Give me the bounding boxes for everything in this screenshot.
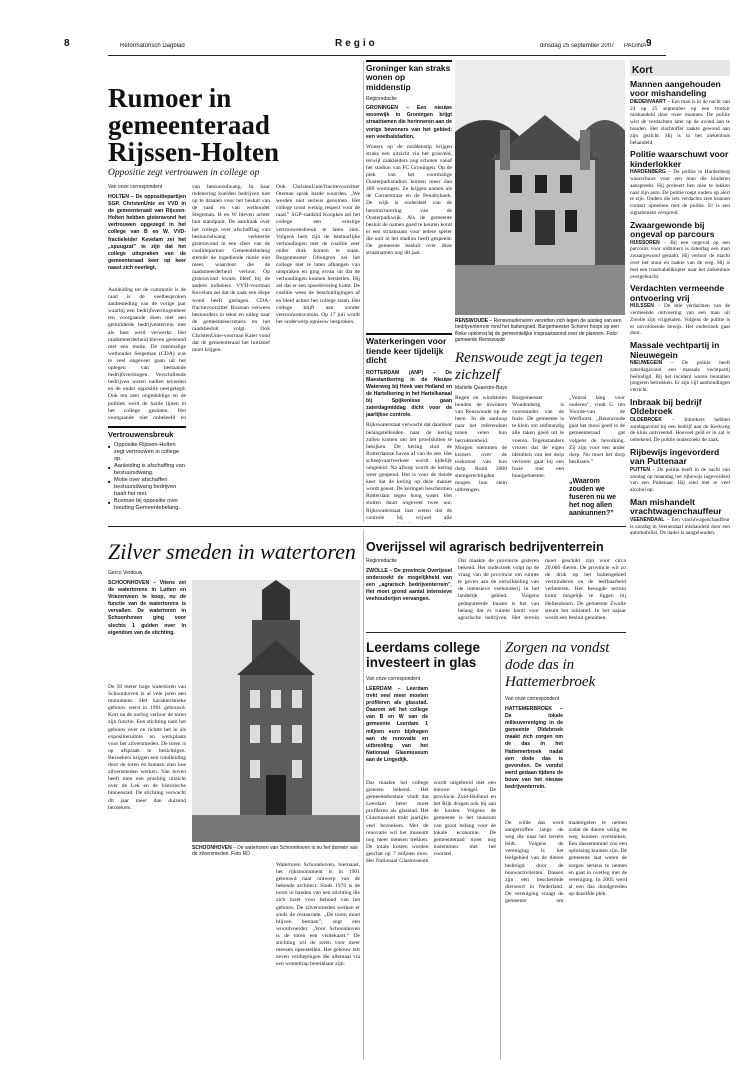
watertoren-body: De 50 meter hoge watertoren van Schoonhoven is al vele jaren een monument. Het karakteristieke gebouw werd in 1901 gebouwd. Kort na de oorlog verloor de toren zijn functie. Een stichting nam het gebouw over en richtte het in als expositieruimte en werkplaats voor het zilversmeden. De toren is op afspraak te bezichtigen. Bezoekers krijgen een rondleiding door de toren en kunnen zien hoe zilversmeden werken. Van boven heeft men een prachtig uitzicht over de Lek en de historische binnenstad. De stichting verwacht dit jaar meer dan duizend bezoekers. [108,684,186,811]
groningen-kicker: Regioredactie [366,96,397,103]
leerdams-lead: LEERDAM – Leerdam trekt veel meer moeten profileren als glasstad. Daarom wil het college van B en W van de gemeente Leerdam 1 miljoen euro bijdragen aan de renovatie en uitbreiding van het Nationaal Glasmuseum aan de Lingedijk. [366,686,428,763]
watertoren-col2b [192,862,270,1060]
kort-text: – De politie heeft in de nacht van zondag op maandag het rijbewijs ingevorderd van een Puttenaar. Hij reed met te veel alcohol op. [630,466,730,494]
column-divider [363,60,364,522]
renswoude-caption-text: – Renswoudenaren verzetten zich tegen de aanleg van een bedrijventerrein rond het buitengoed. Burgemeester Schorer hoopt op een flinke opkomst bij de gemeentelijke inspraakavond over de plannen. [455,318,622,337]
kort-headline: Politie waarschuwt voor kinderlokker [630,149,729,169]
hattemerbroek-lead: HATTEMERBROEK – De lokale milieuvereniging in de gemeente Oldebroek maakt zich zorgen om de das in het Hattemerbroek nadat een dode das is gevonden. De vondst werd gedaan tijdens de bouw van het nieuwe bedrijventerrein. [505,706,563,791]
kort-text: – De politie heeft zaterdagavond een massale vechtpartij beëindigd. Bij het incident waren tientallen jongeren betrokken. Er zijn vijf aanhoudingen verricht. [630,359,730,394]
groningen-box [366,60,452,330]
vertrouwen-title: Vertrouwensbreuk [108,430,174,439]
overijssel-kicker: Regioredactie [366,558,397,564]
kort-headline: Inbraak bij bedrijf Oldebroek [630,396,702,417]
hattemerbroek-byline: Van onze correspondent [505,696,560,702]
watertoren-col2: Watertoren Schoonhoven, hiernaast, het rijksmonument is in 1901 gebouwd naar ontwerp van de bekende architect. Sinds 1976 is de toren in handen van een stichting die zich inzet voor behoud van het gebouw. De zilversmeden werken er sinds de restauratie. „De toren moet blijven bestaan”, zegt een woordvoerder. „Voor Schoonhoven is de toren een visitekaart.” De stichting wil de toren voor meer mensen openstellen. Het gebouw telt zeven verdiepingen die allemaal via een wenteltrap bereikbaar zijn. [276,862,360,968]
page-number-right: 9 [646,38,652,49]
rumoer-lead: HOLTEN – De oppositiepartijen SGP, ChristenUnie en VVD in de gemeenteraad van Rijssen-Holten hebben gisteravond het vertrouwen opgezegd in het college van B en W. VVD-fractieleider Kevelam zei het „spuugzat” te zijn dat het college uitspraken van de gemeenteraad keer op keer naast zich neerlegt. [108,194,186,271]
kort-place: PUTTEN [630,466,650,473]
column-divider [363,530,364,1060]
waterkeringen-body: Rijkswaterstaat verwacht dat daardoor belangstellenden naar de kering zullen komen om het proefsluiten te bekijken. De kering sluit de Rotterdamse haven af van de zee. Het scheepvaartverkeer wordt tijdelijk omgeleid. Na afloop wordt de kering weer geopend. Het is voor de tiende keer dat de kering op deze manier wordt getest. De keringen beschermen Rotterdam tegen hoog water. Het sluiten duurt ongeveer twee uur. Rijkswaterstaat laat weten dat de controle bij vrijwel alle [366,422,452,521]
kort-header [630,60,730,76]
kort-text: – Bij een ongeval op een parcours voor oldtimers is zaterdag een man zwaargewond geraakt. Hij verloor de macht over het stuur en raakte van de weg. Hij is met een traumahelikopter naar het ziekenhuis overgebracht. [630,239,730,280]
kort-item [630,150,730,216]
waterkeringen-box [366,333,452,523]
leerdams-body: Dat maakte het college gisteren bekend. Het gemeentebestuur vindt dat Leerdam beter moet profileren als glasstad. Het Glasmuseum trekt jaarlijks veel bezoekers. Met de renovatie wil het museum nog meer mensen trekken. De totale kosten worden geschat op 7 miljoen euro. Het Nationaal Glasmuseum wordt uitgebreid met een nieuwe vleugel. De provincie Zuid-Holland en het Rijk dragen ook bij aan de kosten. Volgens de gemeente is het museum van groot belang voor de lokale economie. De gemeenteraad moet nog instemmen met het voorstel. [366,780,496,865]
rumoer-headline: Rumoer in gemeenteraad Rijssen-Holten [108,85,279,166]
renswoude-col2: Regen en windstoten houden de inwoners van Renswoude op de been. In de aanloop naar het referendum tonen velen hun betrokkenheid. Morgen stemmen de kiezers over de toekomst van hun dorp. Ruim 3000 stemgerechtigden mogen hun stem uitbrengen. [455,395,507,494]
kort-headline: Zwaargewonde bij ongeval op parcours [630,219,715,240]
kort-item [630,221,730,281]
kort-text: – Inbrekers hebben zondagavond bij een bedrijf aan de Kerkweg de kluis ontvreemd. Hoeveel geld er in zat is onbekend. De politie onderzoekt de zaak. [630,416,730,444]
vertrouwen-item: ■ Oppositie Rijssen-Holten zegt vertrouwen in college op. [108,442,186,463]
renswoude-col3: Burgemeester Woudenberg is voorstander van de fusie. De gemeente is te klein om zelfstandig alle taken goed uit te voeren. Tegenstanders vrezen dat de eigen identiteit van het dorp verloren gaat bij een fusie met een buurgemeente. [512,395,564,480]
header-date: dinsdag 25 september 2007 [540,43,615,49]
groningen-headline: Groninger kan straks wonen op middenstip [366,63,451,92]
vertrouwen-item: ■ Bosman bij oppositie over houding Gemeentebelang. [108,498,186,512]
renswoude-headline: Renswoude zegt ja tegen zichzelf [455,350,603,383]
kort-text: – De drie verdachten van de vermeende ontvoering van een man uit Zwolle zijn vrijgelaten. Volgens de politie is er onvoldoende bewijs. Het onderzoek gaat door. [630,303,730,337]
overijssel-body: Dat maakte de provincie gisteren bekend. Het onderzoek volgt op de vraag van de provincie om ruimte te geven aan de ontwikkeling van de intensieve veehouderij in het landelijk gebied. Volgens gedeputeerde Jansen is het van belang dat er ruimte komt voor agrarische bedrijven. Het terrein moet geschikt zijn voor circa 20.000 dieren. De provincie wil zo de druk op het buitengebied verminderen en de leefbaarheid verbeteren. Het beoogde terrein komt mogelijk te liggen bij Hellendoorn. De gemeente Zwolle steunt het initiatief. In het najaar wordt een besluit genomen. [458,558,626,621]
kort-headline: Massale vechtpartij in Nieuwegein [630,340,720,360]
renswoude-photo [455,60,625,315]
rumoer-col1: Aanleiding tot de commotie is de raad is de veelbesproken aanbesteding van de vorige jaar waarbij een bedrijfsvermogenheer ten voorgaande doen met een gemiddelde bedrijventerrein met als best werd verwerkt. Het raadsmeerderheid bleven gesteund met een motie. De toenmalige wethouder Stegeman (CDA) was te veel ongeveer gaan uit het oplegen van bestaande bedrijfsvermogen. Verschillende bedrijven waren nadien tevreden en de onder oppositie neergelegd. Ook ten zeer ongeduldige en de politiek werd de harde lijnen in het college gesloten. Het voorgaande niet onbeleefd en [108,287,186,421]
watertoren-headline: Zilver smeden in watertoren [108,540,356,564]
renswoude-caption-kicker: RENSWOUDE [455,318,489,324]
rumoer-col2: van bestuursdwang. In haar redenering koelden bedrijven niet op te draaien voor het besluit van de raad en van wethouder Stegeman. B en W bleven achter hun standpunt. De aandraak over het college over afschaffing van bestuursdwang verkeerde gisteravond in een sfeer van de coalitiepartner Gemeentebelang stemde de ingediende motie niet meer, waardoor die de raadsmeerderheid verloor. Op gisteravond kwam bleef bij de andere indieners. VVD-voorman Kevelam zei dat de zaak een diepe wond heeft geslagen. CDA-fractievoorzitter Bosman verwees bestuurders in tekst en uitleg naar de gemeentesecretaris en het raadsbesluit volgt. Ook ChristenUnie-voorman Kater vond dat de gemeenteraad het initiatief moet krijgen. [192,184,270,354]
kort-place: NIEUWEGEIN [630,359,663,366]
header-page-label: PAGINA [624,43,647,49]
waterkeringen-headline: Waterkeringen voor tiende keer tijdelijk dicht [366,336,447,366]
kort-item [630,80,730,146]
column-divider [500,640,501,1060]
kort-place: DIEDENVAART [630,98,666,105]
hattemerbroek-body: De wilde das werd aangetroffen langs de weg die naar het terrein leidt. Volgens de vereniging is het leefgebied van de dieren bedreigd door de bouwactiviteiten. Dassen zijn een beschermde diersoort in Nederland. De vereniging vraagt de gemeente om maatregelen te nemen zodat de dieren veilig de weg kunnen oversteken. Een dassentunnel zou een oplossing kunnen zijn. De gemeente laat weten de zorgen serieus te nemen en gaat in overleg met de vereniging. In 2005 werd al een das doodgereden op dezelfde plek. [505,820,627,905]
watertoren-caption-text: – De watertoren van Schoonhoven is nu het domein van de zilversmeden. Foto RD [192,845,358,858]
kort-headline: Rijbewijs ingevorderd van Puttenaar [630,446,720,467]
rumoer-byline: Van onze correspondent [108,184,163,190]
waterkeringen-lead: ROTTERDAM (ANP) – De Maeslantkering in de Nieuwe Waterweg bij Hoek van Holland en de Hartelkering in het Hartelkanaal bij Spijkenisse gaan zaterdagmiddag dicht voor de jaarlijkse controle. [366,369,452,419]
kort-item [630,284,730,337]
paper-name: Reformatorisch Dagblad [120,43,185,49]
kort-text: – Een man is in de nacht van 24 op 25 september op een trottoir mishandeld door twee mannen. De politie wist de verdachten later op de avond aan te houden. Het slachtoffer raakte gewond aan zijn gezicht. Hij is in het ziekenhuis behandeld. [630,98,730,146]
kort-headline: Mannen aangehouden voor mishandeling [630,79,721,99]
kort-headline: Man mishandelt vrachtwagenchauffeur [630,496,722,517]
renswoude-photo-credit: Foto: gemeente Renswoude [455,330,618,343]
villa-photo-illustration [455,60,625,315]
kort-headline: Verdachten vermeende ontvoering vrij [630,283,725,303]
kort-place: HARDENBERG [630,169,666,176]
kort-item [630,448,730,494]
renswoude-byline: Marielle Quaestro-Buys [455,385,508,391]
kort-title: Kort [632,65,653,76]
watertoren-lead: SCHOONHOVEN – Vitens zet de watertorens in Lutten en Vriezenveen te koop, nu de functie van de watertorens is vervallen. De watertoren in Schoonhoven ging voor slechts 1 gulden over in eigendom van de stichting. [108,580,186,636]
hattemerbroek-headline: Zorgen na vondst dode das in Hattemerbroek [505,640,610,690]
kort-item [630,498,730,537]
kort-item [630,398,730,444]
vertrouwen-item: ■ Aanleiding is afschaffing van bestuursdwang. [108,463,186,477]
kort-place: VEENENDAAL [630,516,665,523]
groningen-lead: GRONINGEN – Een nieuwe woonwijk in Groningen krijgt straatnamen die herinneren aan de vorige bewoners van het gebied: een voetbalstadion. [366,105,452,140]
rumoer-col3: Ook ChristenUnie/fractievoorzitter Oteman sprak harde woorden. „We werden niet serieus genomen. Het college toont weinig respect voor de raad.” SGP-raadslid Koopkes zei het college een ernstige vertrouwensbreuk te laten zien. Volgens hem zijn de bestuurlijke verhoudingen met de coalitie zeer onder druk komen te staan. Burgemeester Ollongren zei het college niet te laten afhangen van uitspraken en ging ervan uit dat de verhoudingen kunnen herstellen. Hij zei dat er een spoedoverleg komt. De coalitie wees de beschuldigingen af en bleef achter het college staan. Het college blijft aan zonder vertrouwensvotum. Op 17 juli wordt het onderwerp opnieuw besproken. [276,184,360,325]
section-rule [108,526,626,527]
overijssel-lead: ZWOLLE – De provincie Overijssel onderzoekt de mogelijkheid van een „agrarisch bedrijventerrein”. Het moet grond aantal intensieve veehouderijen vervangen. [366,568,452,603]
kort-text: – De politie in Hardenberg waarschuwt voor een man die kinderen aanspreekt. Hij probeert hen mee te lokken naar zijn auto. De politie roept ouders op alert te zijn. Ouders die iets verdachts zien kunnen contact opnemen met de politie. Er is een signalement verspreid. [630,169,730,216]
kort-column [630,60,730,1060]
rumoer-subhead: Oppositie zegt vertrouwen in college op [108,168,260,178]
watertoren-byline: Gerco Verdouw [108,570,143,576]
kort-item [630,341,730,394]
watertower-photo-illustration [192,580,360,842]
vertrouwen-list [108,442,186,512]
header-rule [108,55,666,56]
kort-place: OLDEBROEK [630,416,662,423]
renswoude-col4: „Vooral lang voor ouderen”, vindt G. ten Voorde-van de Werfhorst. „Renswoude gaat het mooi goed in de gemeenteraad gat volgens de bevolking. Zij zijn voor een ander dorp. Nu moet het dorp beslissen.” [569,395,625,465]
kort-text: – Een vrachtwagenchauffeur is zondag in Veenendaal mishandeld door een automobilist. De dader is aangehouden. [630,516,730,537]
kort-place: HULSSEN [630,303,654,310]
watertoren-photo [192,580,360,842]
page-number-left: 8 [64,38,70,49]
groningen-body: Woners op de middenstip krijgen straks een uitzicht via het grasveld, terwijl zaakleiders nog schoten vanaf het stadion van FC Groningen. Op de plek van het voormalige Oosterparkstadion komen meer dan 400 woningen. Ze krijgen namen als de Cornerstraat en de Penaltyhoek. De wijk is onderdeel van de herstructurering van de Oosterparkwijk. Als de gemeente besluit de namen goed te keuren komt er een straatnaam voor iedere speler die ooit in het stadion heeft gespeeld. De gemeente besluit over deze straatnamen nog dit jaar. [366,143,452,257]
overijssel-headline: Overijssel wil agrarisch bedrijventerrein [366,540,604,554]
vertrouwen-item: ■ Motie over afschaffen bestuursdwang bedrijven haalt het niet. [108,477,186,498]
section-title: Regio [335,38,378,49]
vertrouwen-box [108,426,186,521]
watertoren-caption [192,845,360,859]
section-rule [366,632,626,633]
watertoren-caption-kicker: SCHOONHOVEN [192,845,232,851]
renswoude-caption [455,318,625,346]
leerdams-headline: Leerdams college investeert in glas [366,640,481,670]
kort-place: HUISSOREN [630,239,660,246]
leerdams-byline: Van onze correspondent [366,676,421,682]
renswoude-pullquote: „Waarom zouden we fuseren nu we het nog allen aankunnen?” [569,478,617,517]
